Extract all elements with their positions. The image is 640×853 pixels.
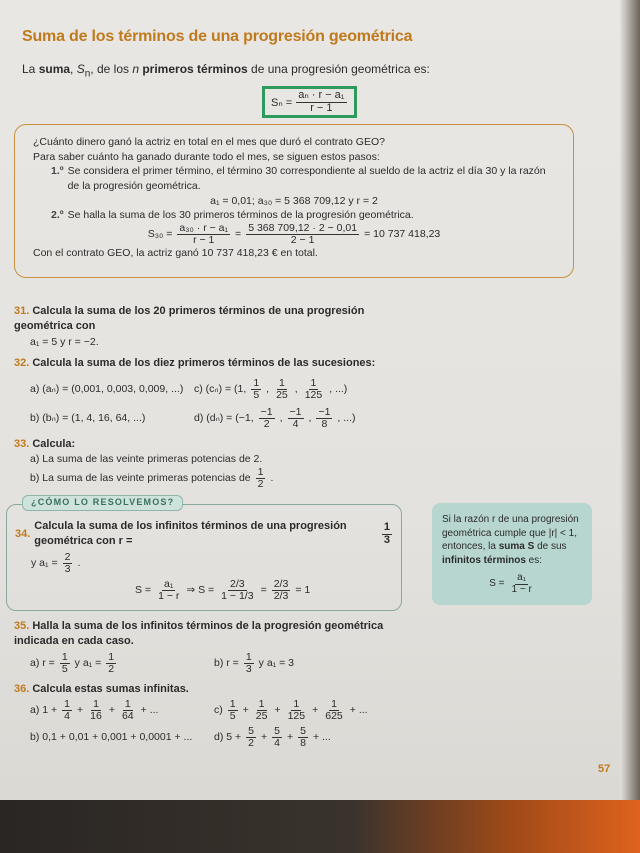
separator: , [308, 412, 312, 425]
separator: + [242, 704, 249, 717]
exercise-36: 36. Calcula estas sumas infinitas. a) 1 + 1 4 + $\frac{1}{16}$ + $\frac{1}{64}$ + ... c) 1 5 + $\frac{1}{25}$ + $\frac{1}{125}$ + $\frac{1}{625}$ + ... b) 0,1 + 0,01 + 0,001 + 0,0001 + ... d) 5 + 5 2 + $\frac{5}{4}$ + $\frac{5}{8}$ + ... [14, 682, 368, 750]
fraction: $\frac{1}{16}$ [90, 698, 102, 723]
resolve-tag: ¿CÓMO LO RESOLVEMOS? [22, 495, 183, 511]
fraction: $\frac{1}{64}$ [121, 698, 134, 723]
s30-formula: S₃₀ = $\frac{\text{a₃₀ · r − a₁}}{r - 1}$ = $\frac{5 368 709,12 \cdot 2 - 0,01}{2 - 1}$ = 10 737 418,23 [147, 222, 441, 247]
step-1-formula: a₁ = 0,01; a₃₀ = 5 368 709,12 y r = 2 [210, 194, 378, 207]
intro-text: La suma, $S_n$, de los n primeros términos de una progresión geométrica es: [22, 62, 430, 80]
separator: + [286, 731, 294, 744]
fraction: 1 5 [229, 698, 236, 723]
separator: + [312, 704, 319, 717]
fraction: 1 5 [253, 376, 260, 401]
fraction: −1 8 [318, 405, 331, 430]
separator: + [108, 704, 115, 717]
sum-formula: Sₙ = $\frac{\text{aₙ · r − a₁}}{r - 1}$ [262, 86, 357, 118]
example-question: ¿Cuánto dinero ganó la actriz en total en el mes que duró el contrato GEO? [33, 136, 385, 148]
fraction: −1 2 [260, 405, 273, 430]
fraction: $\frac{1}{125}$ [287, 698, 306, 723]
exercise-32: 32. Calcula la suma de los diez primeros términos de las sucesiones: a) (aₙ) = (0,001, 0,003, 0,009, ...) c) (cₙ) = (1, 1 5 , 1 25 , 1 125 , ...) b) (bₙ) = (1, 4, 16, 64, ...) d) (dₙ) = (−1, −1 2 , −1 4 , −1 8 , ...) [14, 357, 376, 430]
resolve-box [6, 504, 402, 611]
example-conclusion: Con el contrato GEO, la actriz ganó 10 737 418,23 € en total. [33, 247, 318, 260]
exercise-31: 31. Calcula la suma de los 20 primeros términos de una progresión geométrica con a₁ = 5 y r = −2. [14, 305, 365, 348]
fraction: $\frac{1}{25}$ [255, 698, 268, 723]
separator: , [266, 383, 270, 396]
step-1: 1.º Se considera el primer término, el término 30 correspondiente al sueldo de la actriz el día 30 y la razón de la progresión geométrica. [51, 165, 546, 193]
exercise-33: 33. Calcula: a) La suma de las veinte primeras potencias de 2. b) La suma de las veinte primeras potencias de 1 2 . [14, 437, 274, 491]
fraction: $\frac{5}{8}$ [300, 725, 306, 750]
resolve-section [6, 497, 402, 611]
example-box [14, 124, 574, 278]
exercises-column [14, 304, 414, 756]
exercise-34-solution: S = $\frac{\text{a₁}}{1 - r}$ ⇒ S = $\frac{2/3}{1 - 1/3}$ = $\frac{2/3}{2/3}$ = 1 [135, 577, 311, 602]
page-number: 57 [598, 763, 611, 775]
separator: + [261, 731, 268, 744]
fraction: 1 4 [64, 698, 70, 723]
separator: + [274, 704, 281, 717]
fraction: $\frac{5}{4}$ [274, 725, 280, 750]
infinite-sum-note: Si la razón r de una progresión geométrica cumple que |r| < 1, entonces, la suma S de sus infinitos términos es: S = $\frac{\text{a₁}}{1 - r}$ [432, 503, 592, 605]
page-edge-shadow [620, 0, 640, 800]
section-title: Suma de los términos de una progresión geométrica [22, 28, 413, 45]
separator: , [279, 412, 283, 425]
fraction: −1 4 [289, 405, 302, 430]
example-intro: Para saber cuánto ha ganado durante todo el mes, se siguen estos pasos: [33, 150, 380, 163]
separator: , [294, 383, 298, 396]
background-surface [0, 800, 640, 853]
exercise-34: 34. Calcula la suma de los infinitos términos de una progresión geométrica con r = $\frac{1}{3}$ y a₁ = $\frac{2}{3}$ . S = $\frac{\text{a₁}}{1 - r}$ ⇒ S = $\frac{2/3}{1 - 1/3}$ = $\frac{2/3}{2/3}$ = 1 [15, 519, 393, 602]
exercise-35: 35. Halla la suma de los infinitos términos de la progresión geométrica indicada en cada caso. a) r = $\frac{1}{5}$ y a₁ = $\frac{1}{2}$ b) r = $\frac{1}{3}$ y a₁ = 3 [14, 619, 384, 675]
fraction: 5 2 [248, 725, 254, 750]
fraction: 1 25 [276, 376, 288, 401]
step-2: 2.º Se halla la suma de los 30 primeros términos de la progresión geométrica. [51, 209, 414, 222]
separator: + [77, 704, 84, 717]
fraction: 1 125 [304, 376, 323, 401]
fraction: $\frac{1}{625}$ [325, 698, 343, 723]
